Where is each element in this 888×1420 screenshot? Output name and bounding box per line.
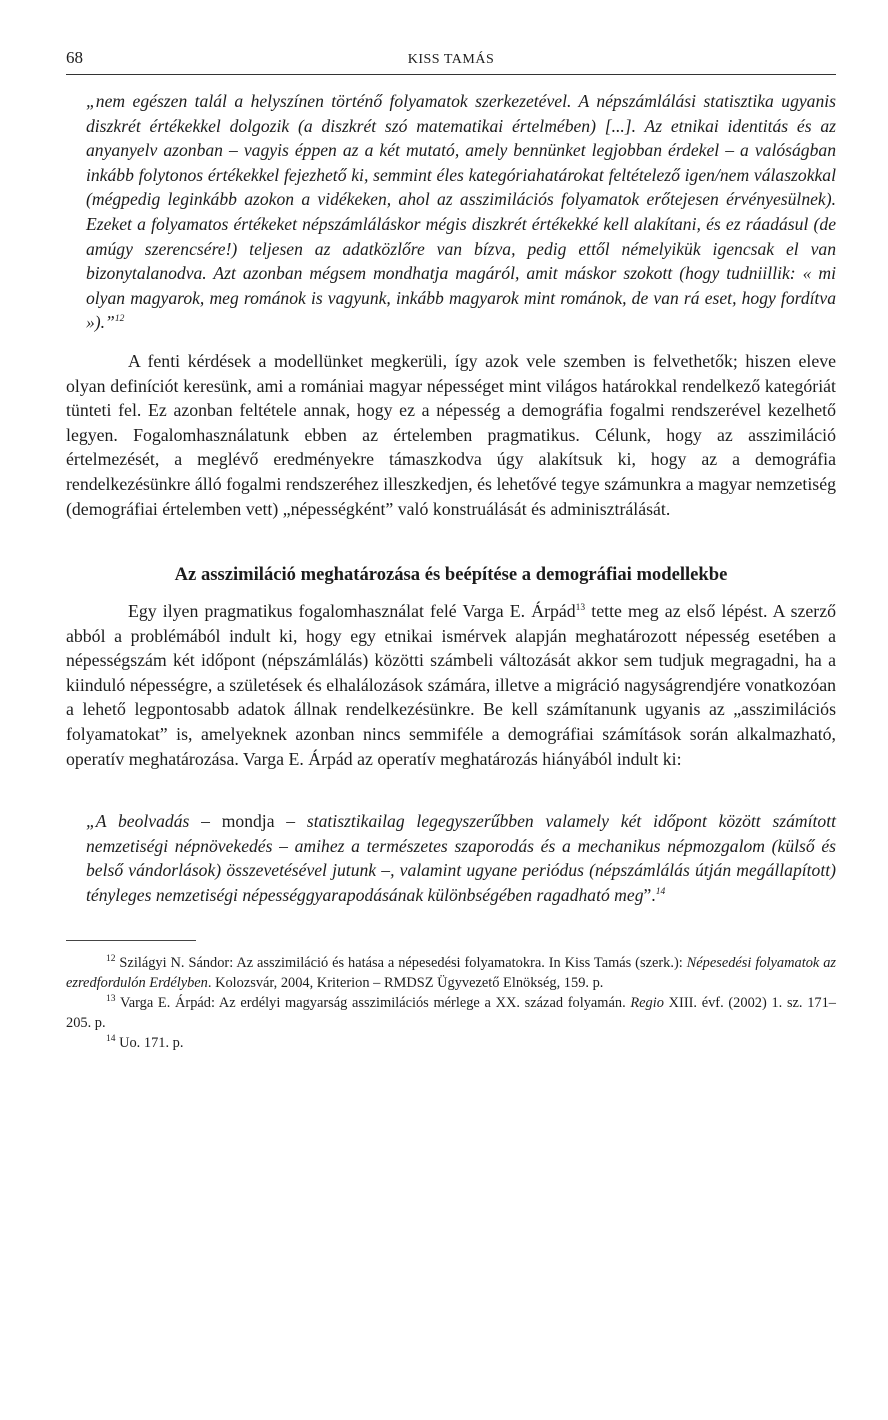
footnote-text-end: . Kolozsvár, 2004, Kriterion – RMDSZ Ügyvezető Elnökség, 159. p. [207,974,604,991]
page [66,48,836,1053]
footnote-number: 14 [106,1033,116,1044]
quote-2-part-1: „A beolvadás [86,811,190,832]
footnote-ref-13: 13 [575,603,586,614]
section-heading: Az asszimiláció meghatározása és beépítése a demográfiai modellekbe [174,564,728,586]
page-number: 68 [66,48,83,67]
body-paragraph-1: A fenti kérdések a modellünket megkerüli, így azok vele szemben is felvethetők; hiszen eleve olyan definíciót keresünk, ami a romániai magyar népességet mint világos határokkal rendelkező kategóriát tünteti fel. Ez azonban feltétele annak, hogy ez a népesség a demográfia fogalmi rendszerével kezelhető legyen. Fogalomhasználatunk ebben az értelemben pragmatikus. Célunk, hogy az asszimiláció értelmezését, a meglévő eredményekre támaszkodva úgy alakítsuk ki, hogy az a demográfia rendelkezésünkre álló fogalmi rendszeréhez illeszkedjen, és lehetővé tegye számunkra a magyar nemzetiség (demográfiai értelemben vett) „népességként” való konstruálását és adminisztrálását. [66,350,836,519]
paragraph-2-after-ref: tette meg az első lépést. A szerző abból a problémából indult ki, hogy egy etnikai ismérvek alapján meghatározott népesség esetében a népességszám két időpont (népszámlálás) közötti számbeli változását akkor sem tudjuk megragadni, ha a kiinduló népességre, a születések és elhalálozások számára, illetve a migráció nagyságrendjére vonatkozóan a lehető legpontosabb adatok állnak rendelkezésünkre. Be kell számítanunk ugyanis az „asszimilációs folyamatokat” is, amelyeknek azonban nincs semmiféle a demográfiai számítások során alkalmazható, operatív meghatározása. Varga E. Árpád az operatív meghatározás hiányából indult ki: [66,601,836,769]
footnote-text: Varga E. Árpád: Az erdélyi magyarság asszimilációs mérlege a XX. század folyamán. [115,994,631,1011]
running-head: KISS TAMÁS [407,52,495,67]
footnote-14 [66,1033,836,1053]
footnote-text: Uo. 171. p. [115,1034,184,1051]
footnote-13 [66,993,836,1033]
footnotes [66,953,836,1053]
block-quote-2 [86,809,836,907]
footnote-number: 13 [106,993,116,1004]
quote-2-part-2: – mondja – [189,811,307,832]
quote-2-part-4: ”. [643,885,656,906]
quote-2-part-3: statisztikailag legegyszerűbben valamely két időpont között számított nemzetiségi népnövekedés – amihez a természetes szaporodás és a mechanikus népmozgalom (külső és belső vándorlások) összevetésével jutunk –, valamint ugyane periódus (népszámlálás útján megállapított) tényleges nemzetiségi népességgyarapodásának különbségében ragadható meg [86,811,836,906]
block-quote-1-text: „nem egészen talál a helyszínen történő folyamatok szerkezetével. A népszámlálási statisztika ugyanis diszkrét értékekkel dolgozik (a diszkrét szó matematikai értelmében) [...]. Az etnikai identitás és az anyanyelv azonban – vagyis éppen az a két mutató, amely bennünket legjobban érdekel – a valóságban inkább folytonos értékekkel fejezhető ki, semmint éles kategóriahatárokat feltételező igen/nem válaszokkal (mégpedig leginkább azokon a vidékeken, ahol az asszimilációs folyamatok erőtejesen érvényesülnek). Ezeket a folyamatos értékeket népszámláláskor mégis diszkrét értékekké kell alakítani, és ez ráadásul (de amúgy szerencsére!) teljesen az adatközlőre van bízva, pedig ettől némelyikük igencsak el van bizonytalanodva. Azt azonban mégsem mondhatja magáról, amit máskor szokott (hogy tudniillik: « mi olyan magyarok, meg románok is vagyunk, inkább magyarok mint románok, de van rá eset, hogy fordítva »).” [86,91,836,333]
page-header [66,48,836,75]
paragraph-2-before-ref: Egy ilyen pragmatikus fogalomhasználat felé Varga E. Árpád [128,601,576,622]
footnote-divider [66,940,196,941]
footnote-title: Népesedési folyamatok az ezredfordulón Erdélyben [66,954,837,991]
footnote-12 [66,953,836,993]
block-quote-1 [86,89,836,335]
footnote-text-end: XIII. évf. (2002) 1. sz. 171–205. p. [66,994,837,1031]
footnote-number: 12 [106,953,116,964]
footnote-title: Regio [630,994,664,1011]
footnote-text: Szilágyi N. Sándor: Az asszimiláció és hatása a népesedési folyamatokra. In Kiss Tamás (szerk.): [115,954,687,971]
footnote-ref-12: 12 [114,314,125,325]
footnote-ref-14: 14 [655,887,666,898]
body-paragraph-2 [66,599,836,771]
